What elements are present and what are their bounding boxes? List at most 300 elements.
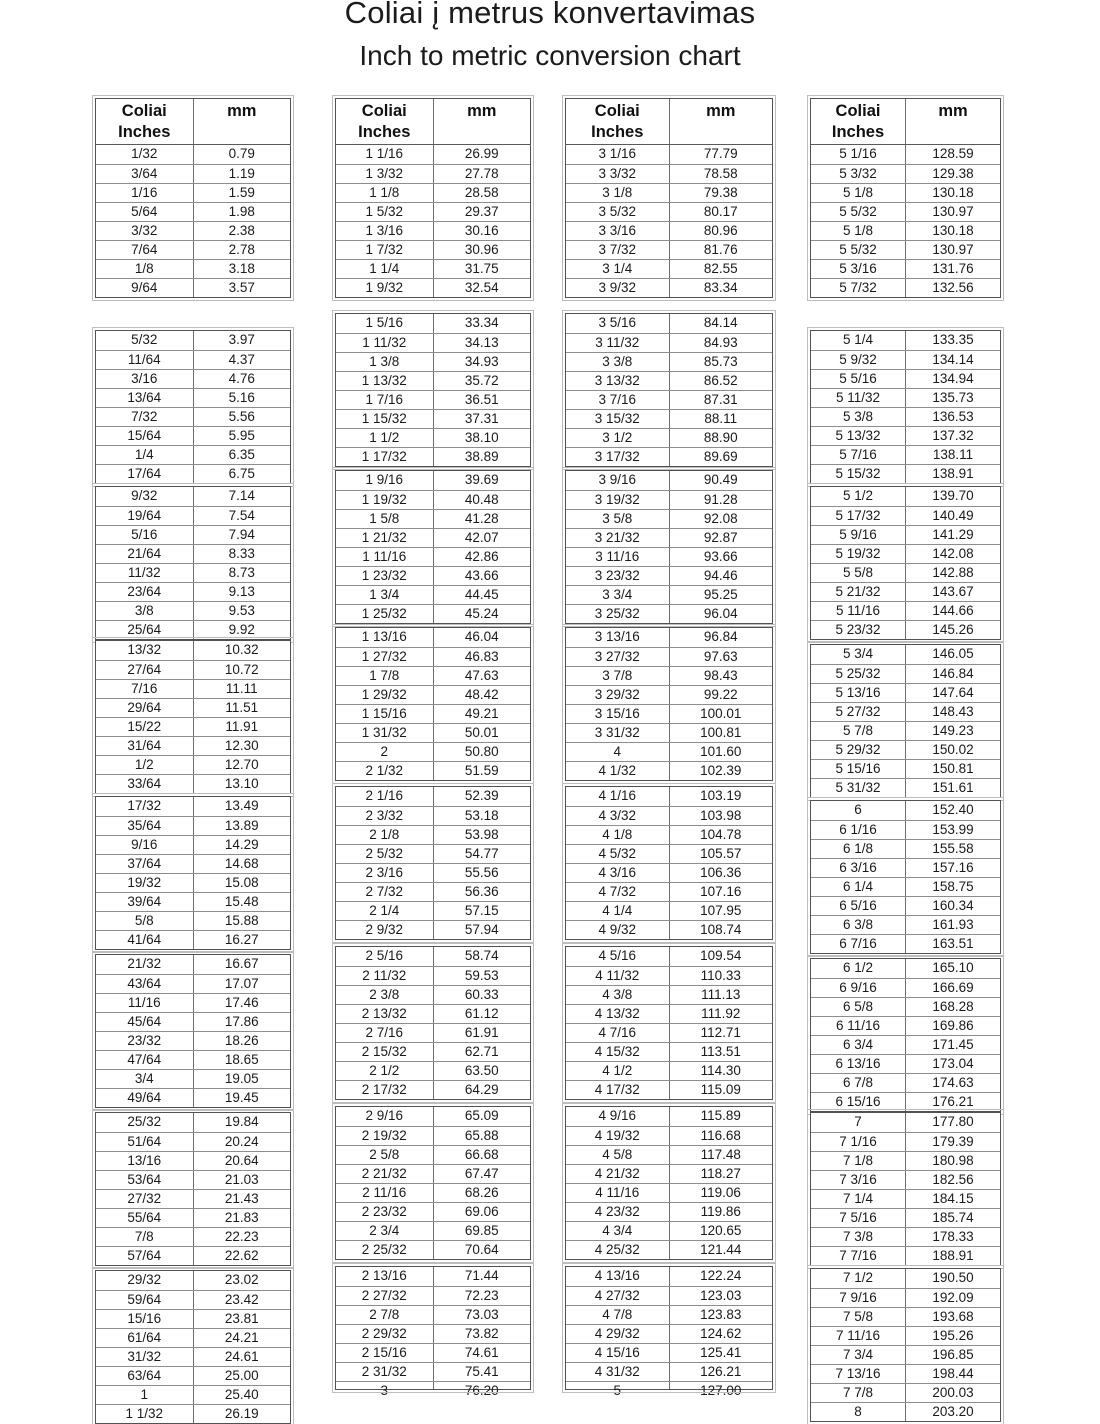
table-row	[96, 369, 290, 388]
inches-cell: 3/64	[96, 165, 194, 183]
mm-cell: 180.98	[932, 1153, 974, 1168]
mm-cell: 75.41	[464, 1364, 499, 1379]
table-block	[565, 470, 773, 624]
inches-cell: 7 1/16	[811, 1133, 906, 1151]
table-row	[336, 1164, 530, 1183]
table-block	[95, 98, 291, 298]
table-row	[811, 388, 1000, 407]
mm-cell: 83.34	[703, 280, 738, 295]
table-row	[566, 863, 772, 882]
table-rows	[96, 487, 290, 639]
table-row	[336, 742, 530, 761]
table-rows	[336, 471, 530, 623]
inches-cell: 1 15/16	[336, 705, 434, 723]
mm-cell: 105.57	[700, 846, 742, 861]
table-row	[96, 426, 290, 445]
inches-cell: 3 15/32	[566, 410, 670, 428]
table-row	[566, 825, 772, 844]
inches-cell: 2 7/8	[336, 1306, 434, 1324]
mm-cell: 123.03	[700, 1288, 742, 1303]
table-row	[566, 1145, 772, 1164]
table-row	[336, 333, 530, 352]
inches-cell: 9/64	[96, 279, 194, 297]
table-row	[336, 240, 530, 259]
table-rows	[336, 628, 530, 780]
table-row	[336, 164, 530, 183]
mm-cell: 115.09	[700, 1082, 741, 1097]
table-row	[811, 544, 1000, 563]
table-row	[96, 407, 290, 426]
table-row	[336, 1023, 530, 1042]
mm-cell: 160.34	[932, 898, 974, 913]
table-row	[96, 506, 290, 525]
mm-cell: 7.54	[228, 508, 255, 523]
mm-cell: 190.50	[932, 1270, 974, 1285]
table-row	[96, 892, 290, 911]
mm-cell: 82.55	[703, 261, 738, 276]
inches-cell: 4 3/8	[566, 986, 670, 1004]
table-row	[336, 314, 530, 333]
table-row	[336, 409, 530, 428]
table-row	[96, 145, 290, 164]
inches-cell: 4 25/32	[566, 1241, 670, 1259]
mm-cell: 146.05	[932, 646, 974, 661]
table-block	[810, 486, 1001, 640]
table-row	[96, 1404, 290, 1423]
inches-cell: 3 13/32	[566, 372, 670, 390]
inches-cell: 5/8	[96, 912, 194, 930]
mm-cell: 120.65	[700, 1223, 742, 1238]
table-row	[336, 221, 530, 240]
table-rows	[336, 1267, 530, 1398]
table-row	[336, 863, 530, 882]
mm-cell: 151.61	[932, 780, 974, 795]
table-row-clipped	[566, 1381, 772, 1398]
table-row	[96, 955, 290, 974]
table-block	[95, 1112, 291, 1266]
mm-cell: 88.90	[703, 430, 738, 445]
table-row	[336, 390, 530, 409]
mm-cell: 139.70	[932, 488, 974, 503]
inches-cell: 2 1/4	[336, 902, 434, 920]
inches-header-line1: Coliai	[121, 102, 167, 120]
table-row	[566, 1343, 772, 1362]
table-row	[336, 278, 530, 297]
inches-cell: 4	[566, 743, 670, 761]
mm-cell: 119.86	[700, 1204, 741, 1219]
inches-cell: 6 1/8	[811, 840, 906, 858]
table-row	[96, 202, 290, 221]
inches-cell: 4 15/16	[566, 1344, 670, 1362]
inches-cell: 5 29/32	[811, 741, 906, 759]
mm-cell: 122.24	[700, 1268, 742, 1283]
mm-cell: 16.67	[224, 956, 259, 971]
table-row	[811, 1307, 1000, 1326]
inches-cell: 4 3/32	[566, 807, 670, 825]
mm-cell: 7.14	[228, 488, 255, 503]
table-row	[811, 959, 1000, 978]
inches-cell: 5 15/16	[811, 760, 906, 778]
table-row	[96, 873, 290, 892]
mm-cell: 66.68	[464, 1147, 499, 1162]
mm-cell: 99.22	[703, 687, 738, 702]
table-row	[336, 966, 530, 985]
column-header-inches	[811, 99, 906, 144]
inches-cell: 6 1/16	[811, 821, 906, 839]
mm-cell: 67.47	[464, 1166, 499, 1181]
inches-cell: 2 25/32	[336, 1241, 434, 1259]
mm-cell: 45.24	[464, 606, 499, 621]
inches-cell: 6 5/16	[811, 897, 906, 915]
inches-cell: 1/4	[96, 446, 194, 464]
mm-cell: 125.41	[700, 1345, 742, 1360]
inches-cell: 2 17/32	[336, 1081, 434, 1099]
inches-cell: 5 31/32	[811, 779, 906, 797]
table-block	[95, 954, 291, 1108]
inches-cell: 5 23/32	[811, 621, 906, 639]
inches-cell: 4 11/16	[566, 1184, 670, 1202]
table-row	[566, 447, 772, 466]
mm-cell: 29.37	[464, 204, 499, 219]
mm-cell: 123.83	[700, 1307, 742, 1322]
mm-cell: 100.81	[700, 725, 742, 740]
table-row	[566, 1080, 772, 1099]
mm-cell: 96.84	[703, 629, 738, 644]
inches-cell: 3/16	[96, 370, 194, 388]
inches-cell: 2 5/32	[336, 845, 434, 863]
table-row	[96, 259, 290, 278]
table-row	[811, 915, 1000, 934]
inches-cell: 2 11/32	[336, 967, 434, 985]
mm-cell: 65.09	[464, 1108, 499, 1123]
inches-cell: 3 3/8	[566, 353, 670, 371]
mm-cell: 193.68	[932, 1309, 974, 1324]
table-row	[566, 566, 772, 585]
inches-cell: 2 11/16	[336, 1184, 434, 1202]
table-row	[336, 566, 530, 585]
mm-cell: 130.97	[932, 204, 974, 219]
table-row	[811, 702, 1000, 721]
table-row	[811, 164, 1000, 183]
inches-cell: 4 17/32	[566, 1081, 670, 1099]
table-row	[811, 801, 1000, 820]
inches-cell: 2 21/32	[336, 1165, 434, 1183]
inches-cell: 5 13/32	[811, 427, 906, 445]
inches-cell: 15/22	[96, 718, 194, 736]
table-row	[811, 820, 1000, 839]
inches-cell: 5 21/32	[811, 583, 906, 601]
inches-cell: 1 19/32	[336, 491, 434, 509]
mm-cell: 136.53	[932, 409, 974, 424]
table-row	[96, 1151, 290, 1170]
inches-header-line2: Inches	[118, 123, 171, 141]
inches-cell: 3 5/32	[566, 203, 670, 221]
inches-cell: 15/64	[96, 427, 194, 445]
mm-cell: 9.92	[228, 622, 255, 637]
mm-cell: 26.19	[224, 1406, 259, 1421]
mm-cell: 69.06	[464, 1204, 499, 1219]
inches-cell: 3/8	[96, 602, 194, 620]
mm-cell: 12.70	[224, 757, 259, 772]
column-header-mm: mm	[706, 102, 736, 120]
table-block	[565, 946, 773, 1100]
table-row	[336, 825, 530, 844]
table-row	[811, 1364, 1000, 1383]
mm-cell: 203.20	[932, 1404, 974, 1419]
inches-cell: 3 3/4	[566, 586, 670, 604]
table-row	[336, 1267, 530, 1286]
table-row	[811, 1246, 1000, 1265]
table-row	[96, 1347, 290, 1366]
inches-cell: 4 7/8	[566, 1306, 670, 1324]
mm-cell: 107.95	[700, 903, 742, 918]
table-row	[566, 901, 772, 920]
table-row	[96, 164, 290, 183]
inches-cell: 5/64	[96, 203, 194, 221]
table-row	[96, 544, 290, 563]
mm-cell: 148.43	[932, 704, 974, 719]
table-row	[811, 759, 1000, 778]
mm-cell: 80.96	[703, 223, 738, 238]
table-row	[96, 993, 290, 1012]
inches-cell: 6 7/8	[811, 1074, 906, 1092]
mm-cell: 147.64	[932, 685, 974, 700]
table-rows	[566, 628, 772, 780]
table-row	[566, 352, 772, 371]
inches-cell: 2 3/4	[336, 1222, 434, 1240]
table-row	[96, 1132, 290, 1151]
mm-cell: 145.26	[932, 622, 974, 637]
table-row	[811, 778, 1000, 797]
table-row	[96, 1271, 290, 1290]
table-row	[96, 1366, 290, 1385]
inches-cell: 4 1/2	[566, 1062, 670, 1080]
inches-cell: 3/32	[96, 222, 194, 240]
mm-cell: 30.96	[464, 242, 499, 257]
mm-cell: 173.04	[932, 1056, 974, 1071]
mm-cell: 95.25	[703, 587, 738, 602]
table-row	[96, 660, 290, 679]
table-row	[811, 1151, 1000, 1170]
mm-cell: 91.28	[703, 492, 738, 507]
inches-cell: 6 5/8	[811, 998, 906, 1016]
mm-cell: 100.01	[700, 706, 742, 721]
mm-cell: 10.32	[224, 642, 259, 657]
table-row	[336, 882, 530, 901]
table-block	[95, 796, 291, 950]
table-header	[566, 99, 772, 145]
table-row	[336, 1107, 530, 1126]
inches-cell: 3 13/16	[566, 628, 670, 647]
table-row	[96, 464, 290, 483]
table-block	[810, 644, 1001, 798]
table-row	[566, 409, 772, 428]
column-header-inches	[96, 99, 194, 144]
inches-header-line2: Inches	[591, 123, 644, 141]
table-row	[566, 787, 772, 806]
table-rows	[96, 1271, 290, 1423]
table-row	[96, 930, 290, 949]
mm-cell: 84.14	[703, 315, 738, 330]
mm-cell: 74.61	[464, 1345, 499, 1360]
table-row	[811, 877, 1000, 896]
table-block	[810, 330, 1001, 484]
table-row	[566, 806, 772, 825]
mm-cell: 1.19	[228, 166, 255, 181]
table-row	[336, 145, 530, 164]
mm-cell: 111.13	[701, 987, 741, 1002]
table-row	[96, 679, 290, 698]
table-row	[566, 1107, 772, 1126]
table-row	[336, 1286, 530, 1305]
inches-cell: 6 3/16	[811, 859, 906, 877]
inches-cell: 1 9/32	[336, 279, 434, 297]
inches-cell: 5 5/32	[811, 241, 906, 259]
mm-cell: 130.18	[932, 223, 974, 238]
mm-cell: 102.39	[700, 763, 742, 778]
inches-cell: 2 1/16	[336, 787, 434, 806]
mm-cell: 19.84	[224, 1114, 259, 1129]
inches-cell: 23/32	[96, 1032, 194, 1050]
table-row	[566, 1023, 772, 1042]
inches-cell: 63/64	[96, 1367, 194, 1385]
table-row	[336, 920, 530, 939]
table-row	[811, 1227, 1000, 1246]
table-row	[566, 966, 772, 985]
table-row	[96, 1088, 290, 1107]
table-block	[335, 313, 531, 467]
table-row	[336, 985, 530, 1004]
mm-cell: 11.91	[225, 719, 259, 734]
mm-cell: 21.43	[224, 1191, 259, 1206]
inches-cell: 2 27/32	[336, 1287, 434, 1305]
inches-cell: 4 9/32	[566, 921, 670, 939]
table-rows	[336, 947, 530, 1099]
table-row	[336, 371, 530, 390]
table-row	[566, 761, 772, 780]
mm-cell: 0.79	[228, 146, 255, 161]
table-row	[336, 761, 530, 780]
inches-cell: 1 1/4	[336, 260, 434, 278]
table-row	[96, 717, 290, 736]
mm-cell: 1.98	[228, 204, 255, 219]
table-block	[335, 786, 531, 940]
table-row	[811, 350, 1000, 369]
inches-cell: 5 3/16	[811, 260, 906, 278]
mm-cell: 163.51	[932, 936, 974, 951]
inches-cell: 7/32	[96, 408, 194, 426]
mm-cell: 143.67	[932, 584, 974, 599]
inches-cell: 37/64	[96, 855, 194, 873]
table-row	[566, 742, 772, 761]
column-header-mm: mm	[938, 102, 968, 120]
mm-cell: 179.39	[932, 1134, 974, 1149]
mm-cell: 14.68	[224, 856, 259, 871]
table-row	[811, 464, 1000, 483]
inches-header-line1: Coliai	[361, 102, 407, 120]
table-block	[565, 313, 773, 467]
table-block	[335, 1266, 531, 1398]
table-row	[336, 1080, 530, 1099]
inches-cell: 11/16	[96, 994, 194, 1012]
mm-cell: 55.56	[464, 865, 499, 880]
inches-cell: 5 19/32	[811, 545, 906, 563]
inches-cell: 3 1/2	[566, 429, 670, 447]
inches-cell: 1 7/32	[336, 241, 434, 259]
table-row	[811, 487, 1000, 506]
mm-cell: 20.24	[224, 1134, 259, 1149]
inches-cell: 4 31/32	[566, 1363, 670, 1381]
table-row	[336, 1362, 530, 1381]
mm-cell: 85.73	[703, 354, 738, 369]
inches-cell: 21/32	[96, 955, 194, 974]
inches-cell: 8	[811, 1403, 906, 1421]
table-row	[811, 563, 1000, 582]
mm-cell: 69.85	[464, 1223, 499, 1238]
table-row	[96, 183, 290, 202]
mm-cell: 150.81	[932, 761, 974, 776]
table-header	[336, 99, 530, 145]
inches-cell: 3 17/32	[566, 448, 670, 466]
mm-cell: 79.38	[703, 185, 738, 200]
mm-cell: 57.15	[464, 903, 499, 918]
inches-cell: 2 9/16	[336, 1107, 434, 1126]
mm-cell: 132.56	[932, 280, 974, 295]
mm-cell: 31.75	[464, 261, 499, 276]
mm-cell: 5.56	[228, 409, 255, 424]
inches-cell: 6 15/16	[811, 1093, 906, 1111]
mm-cell: 119.06	[700, 1185, 741, 1200]
table-rows	[96, 1113, 290, 1265]
table-row	[336, 806, 530, 825]
inches-cell: 6 3/8	[811, 916, 906, 934]
table-row	[566, 278, 772, 297]
mm-cell: 165.10	[932, 960, 974, 975]
inches-cell: 5 9/16	[811, 526, 906, 544]
mm-cell: 2.78	[228, 242, 255, 257]
inches-cell: 5 7/16	[811, 446, 906, 464]
table-row	[566, 259, 772, 278]
table-row	[336, 202, 530, 221]
table-row	[566, 882, 772, 901]
inches-cell: 39/64	[96, 893, 194, 911]
table-row	[811, 183, 1000, 202]
mm-cell: 182.56	[932, 1172, 974, 1187]
table-row	[566, 985, 772, 1004]
table-row	[566, 1183, 772, 1202]
mm-cell: 61.91	[464, 1025, 499, 1040]
table-rows	[811, 959, 1000, 1111]
inches-cell: 31/64	[96, 737, 194, 755]
inches-cell: 9/16	[96, 836, 194, 854]
table-row	[336, 1126, 530, 1145]
inches-cell: 19/64	[96, 507, 194, 525]
table-rows	[336, 314, 530, 466]
mm-cell: 72.23	[464, 1288, 499, 1303]
mm-cell: 138.11	[932, 447, 974, 462]
mm-cell: 109.54	[700, 948, 742, 963]
table-row	[566, 666, 772, 685]
mm-cell: 38.10	[464, 430, 499, 445]
mm-cell: 18.26	[224, 1033, 259, 1048]
inches-cell: 7 11/16	[811, 1327, 906, 1345]
table-row	[811, 1035, 1000, 1054]
table-rows	[566, 314, 772, 466]
table-rows	[566, 787, 772, 939]
mm-cell: 44.45	[464, 587, 499, 602]
mm-cell: 118.27	[700, 1166, 741, 1181]
inches-cell: 1 7/16	[336, 391, 434, 409]
